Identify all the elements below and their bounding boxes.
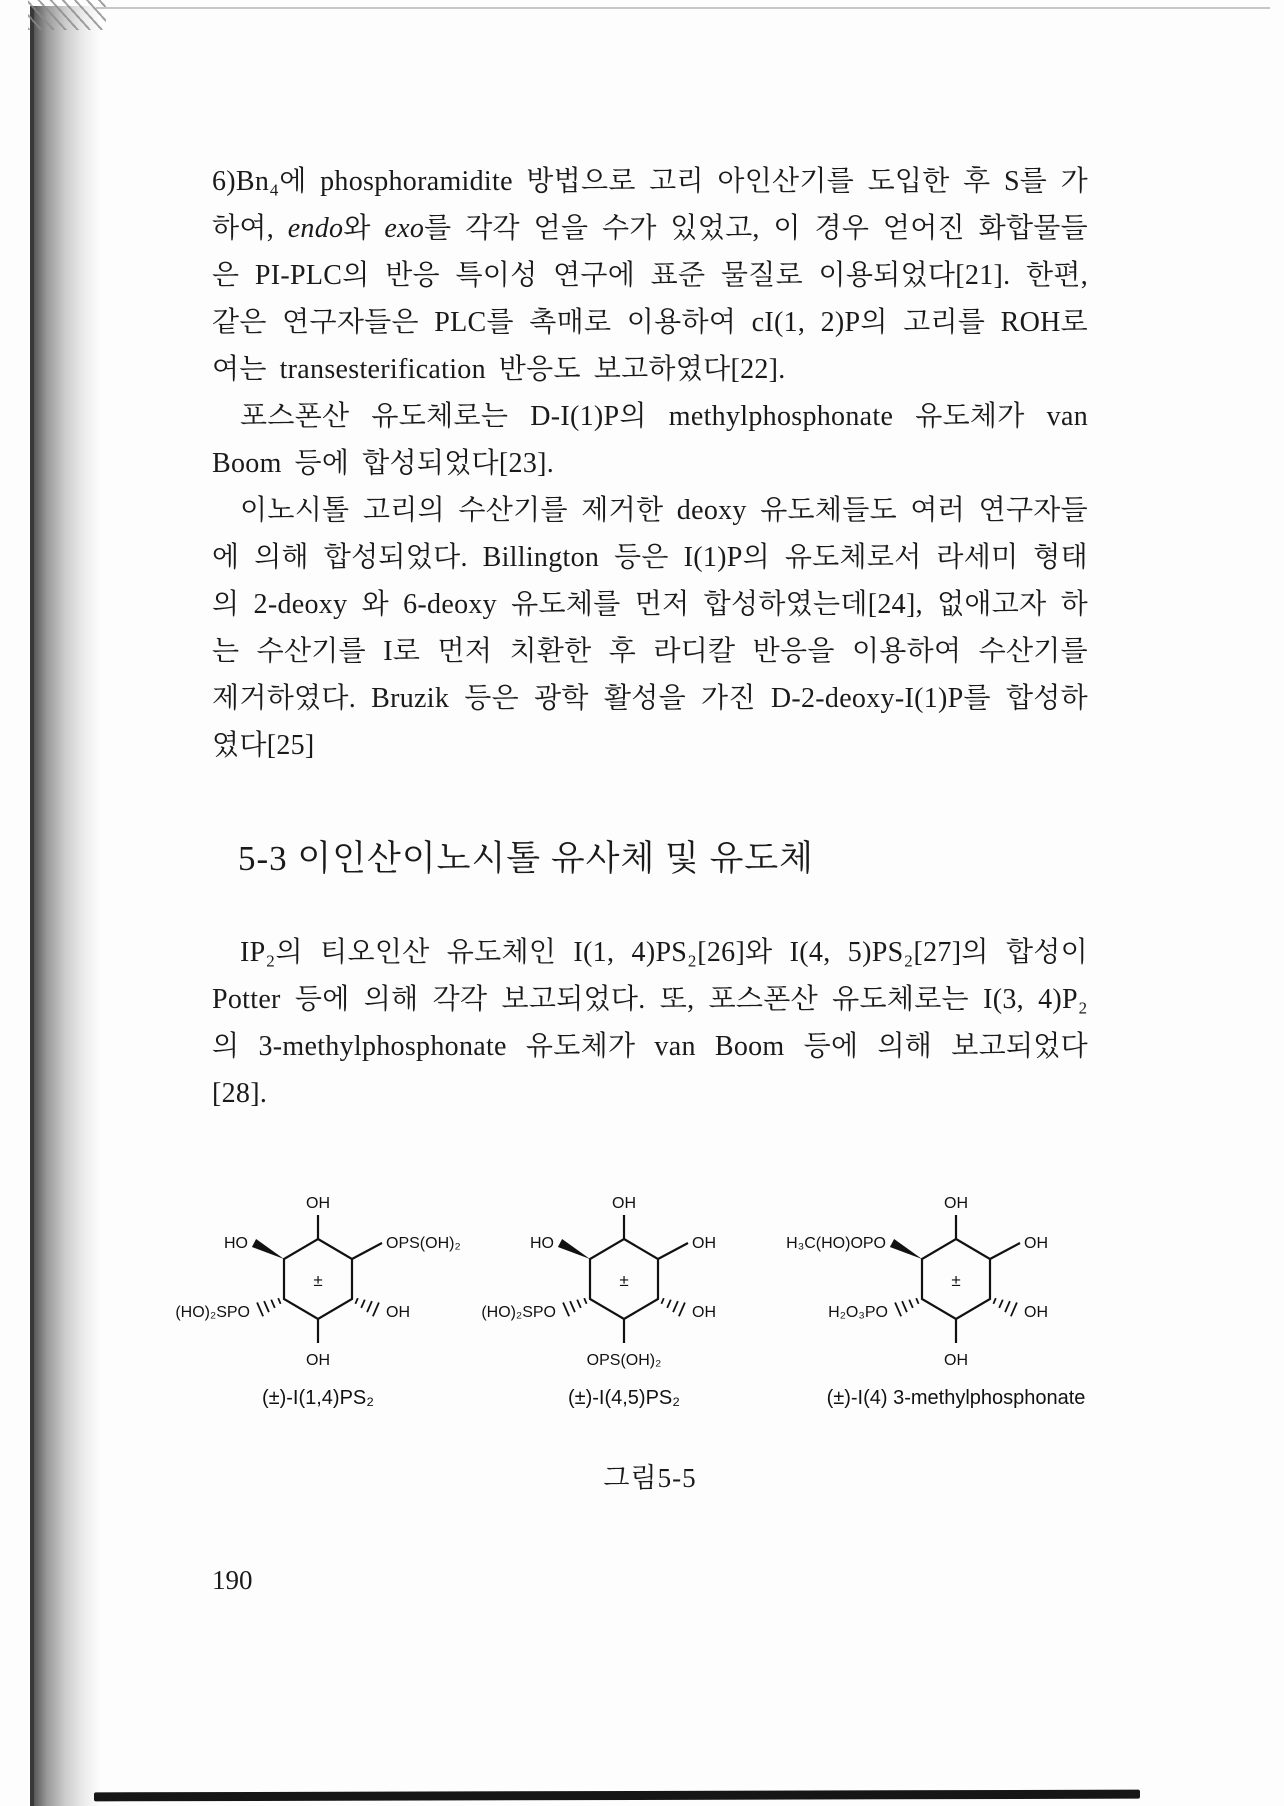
italic-endo: endo: [287, 213, 344, 244]
inositol-ring-diagram-1: [168, 1181, 468, 1381]
substituent-lower-left: (HO)₂SPO: [175, 1304, 250, 1321]
italic-exo: exo: [384, 213, 425, 244]
substituent-bottom: OH: [306, 1352, 330, 1369]
page-bottom-edge: [94, 1790, 1140, 1802]
substituent-top: OH: [944, 1195, 968, 1212]
substituent-bottom: OPS(OH)₂: [586, 1352, 662, 1369]
paragraph-1: [212, 158, 1088, 393]
book-spine-edge: [30, 6, 100, 1806]
page-content: [175, 158, 1088, 1596]
structure-2-label: (±)-I(4,5)PS₂: [567, 1387, 681, 1409]
substituent-lower-left: H₂O₃PO: [828, 1304, 888, 1321]
page-number: 190: [212, 1565, 253, 1595]
substituent-upper-right: OH: [692, 1235, 716, 1252]
racemic-plus-minus: ±: [619, 1271, 629, 1290]
paragraph-1-text-c: 를 각각 얻을 수가 있었고, 이 경우 얻어진 화합물들은 PI-PLC의 반응 특이성 연구에 표준 물질로 이용되었다[21]. 한편, 같은 연구자들은 PLC를 촉매로 이용하여 cI(1, 2)P의 고리를 ROH로 여는 transesterification 반응도 보고하였다[22].: [212, 213, 1088, 385]
hashed-bond-lower-left: [895, 1298, 919, 1316]
substituent-upper-left: HO: [530, 1235, 554, 1252]
substituent-lower-right: OH: [1024, 1304, 1048, 1321]
substituent-lower-right: OH: [386, 1304, 410, 1321]
figure-caption: 그림5-5: [603, 1463, 697, 1493]
paragraph-4: IP₂의 티오인산 유도체인 I(1, 4)PS₂[26]와 I(4, 5)PS₂[27]의 합성이 Potter 등에 의해 각각 보고되었다. 또, 포스폰산 유도체로는 I(3, 4)P₂의 3-methylphosphonate 유도체가 van Boom 등에 의해 보고되었다[28].: [212, 937, 1088, 1109]
racemic-plus-minus: ±: [313, 1271, 323, 1290]
structure-3-label: (±)-I(4) 3-methylphosphonate: [826, 1387, 1086, 1409]
hashed-bond-lower-right: [993, 1298, 1017, 1316]
hashed-bond-lower-left: [257, 1298, 281, 1316]
chem-structure-3: [780, 1181, 1132, 1410]
substituent-upper-right: OPS(OH)₂: [386, 1235, 461, 1252]
substituent-upper-right: OH: [1024, 1235, 1048, 1252]
hashed-bond-lower-right: [661, 1298, 685, 1316]
substituent-bottom: OH: [944, 1352, 968, 1369]
page-corner-edges: [28, 0, 106, 30]
paragraph-1-text-b: 와: [343, 213, 385, 244]
page-top-edge: [96, 7, 1270, 9]
inositol-ring-diagram-3: [786, 1181, 1106, 1381]
inositol-ring-diagram-2: [474, 1181, 774, 1381]
substituent-top: OH: [612, 1195, 636, 1212]
figure-5-5: [168, 1181, 1132, 1410]
substituent-lower-left: (HO)₂SPO: [481, 1304, 556, 1321]
paragraph-3: 이노시톨 고리의 수산기를 제거한 deoxy 유도체들도 여러 연구자들에 의해 합성되었다. Billington 등은 I(1)P의 유도체로서 라세미 형태의 2-deoxy 와 6-deoxy 유도체를 먼저 합성하였는데[24], 없애고자 하는 수산기를 I로 먼저 치환한 후 라디칼 반응을 이용하여 수산기를 제거하였다. Bruzik 등은 광학 활성을 가진 D-2-deoxy-I(1)P를 합성하였다[25]: [212, 495, 1088, 761]
substituent-upper-left: H₃C(HO)OPO: [786, 1235, 886, 1252]
structure-1-label: (±)-I(1,4)PS₂: [261, 1387, 375, 1409]
chem-structure-1: [168, 1181, 468, 1410]
substituent-upper-left: HO: [224, 1235, 248, 1252]
substituent-top: OH: [306, 1195, 330, 1212]
hashed-bond-lower-right: [355, 1298, 379, 1316]
paragraph-1-text-a: 6)Bn₄에 phosphoramidite 방법으로 고리 아인산기를 도입한 후 S를 가하여,: [212, 166, 1088, 244]
racemic-plus-minus: ±: [951, 1271, 961, 1290]
hashed-bond-lower-left: [563, 1298, 587, 1316]
paragraph-2: 포스폰산 유도체로는 D-I(1)P의 methylphosphonate 유도체가 van Boom 등에 합성되었다[23].: [212, 401, 1088, 479]
chem-structure-2: [474, 1181, 774, 1410]
section-heading: 5-3 이인산이노시톨 유사체 및 유도체: [238, 839, 814, 878]
substituent-lower-right: OH: [692, 1304, 716, 1321]
